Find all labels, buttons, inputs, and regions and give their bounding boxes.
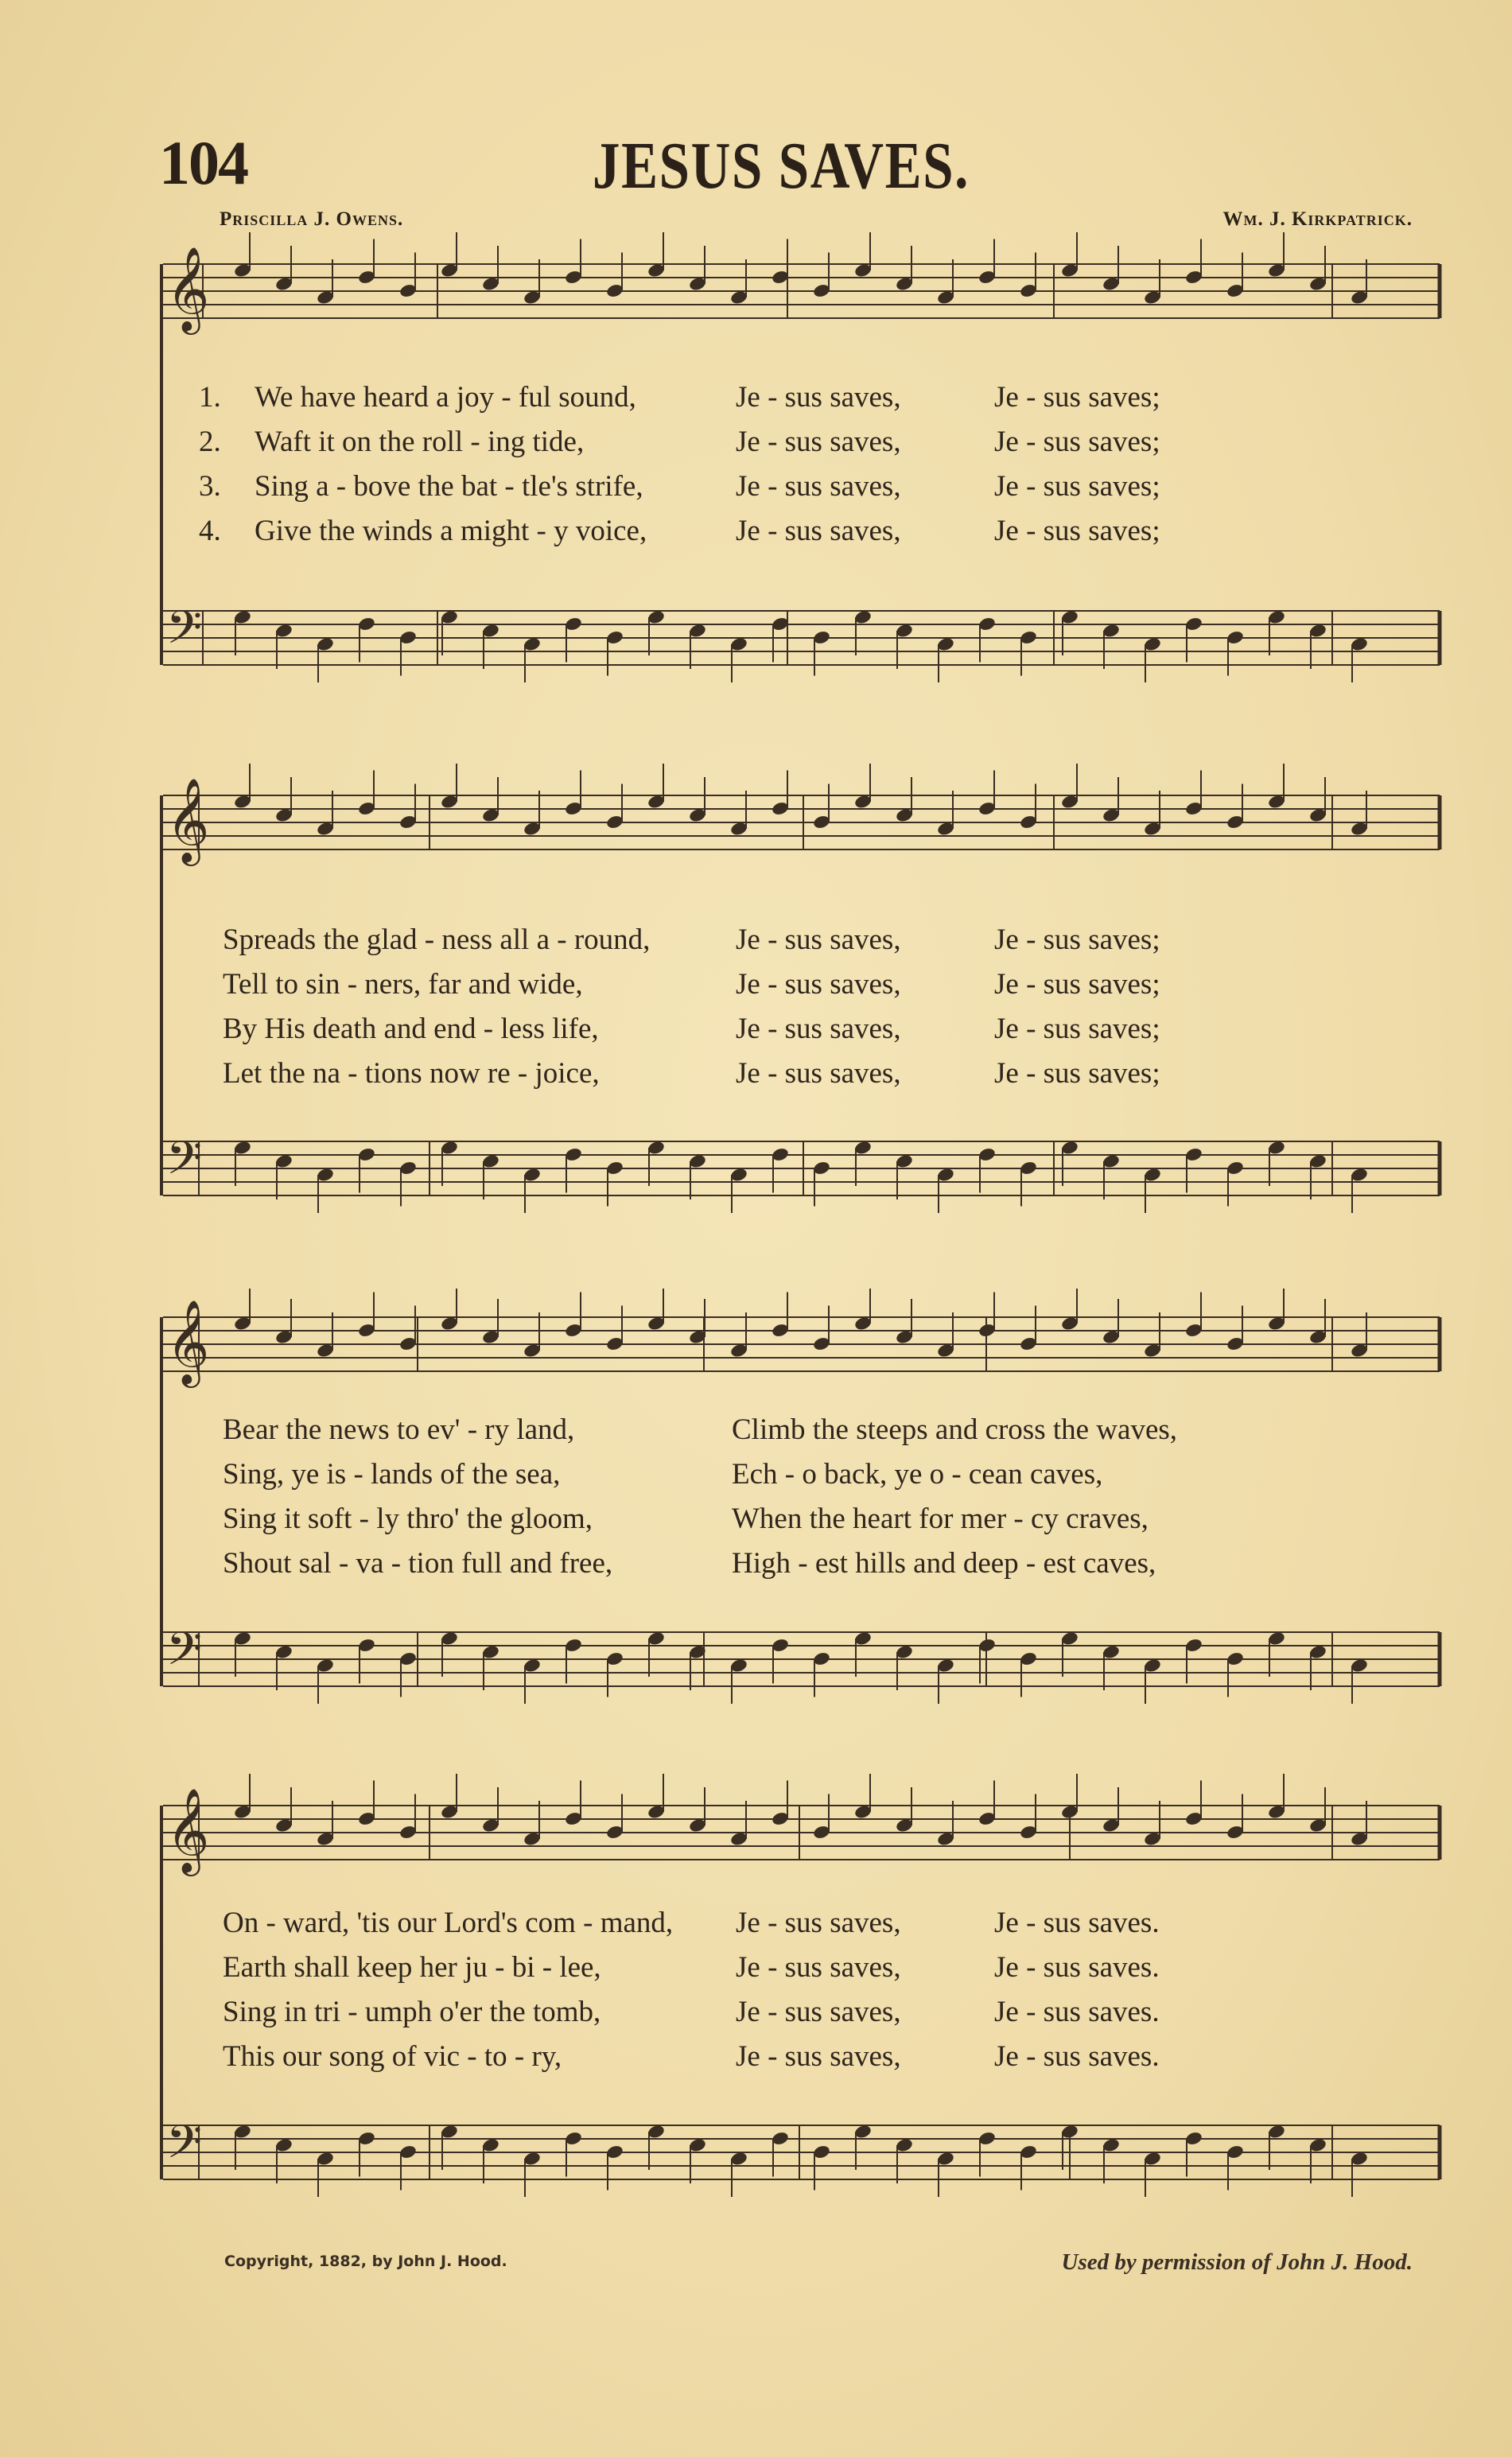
lyric-phrase: Bear the news to ev' - ry land, — [223, 1413, 575, 1446]
bass-staff-lines — [163, 609, 1440, 682]
lyric-phrase: We have heard a joy - ful sound, — [255, 381, 636, 414]
lyric-line — [155, 1457, 1444, 1497]
lyric-phrase: Je - sus saves; — [994, 515, 1160, 547]
music-system-3 — [155, 1289, 1444, 1742]
lyric-phrase: Shout sal - va - tion full and free, — [223, 1547, 613, 1580]
lyric-phrase: Je - sus saves, — [736, 1907, 901, 1939]
lyric-phrase: Je - sus saves, — [736, 923, 901, 956]
permission-notice: Used by permission of John J. Hood. — [1061, 2249, 1413, 2275]
lyric-line — [155, 514, 1444, 554]
lyric-phrase: Je - sus saves, — [736, 968, 901, 1001]
lyric-phrase: Je - sus saves, — [736, 1013, 901, 1045]
music-system-4 — [155, 1774, 1444, 2227]
lyric-phrase: Je - sus saves. — [994, 1996, 1160, 2028]
lyric-phrase: Je - sus saves; — [994, 381, 1160, 414]
lyric-phrase: Waft it on the roll - ing tide, — [255, 426, 585, 458]
page-number: 104 — [159, 128, 247, 197]
lyric-line — [155, 1906, 1444, 1946]
lyric-phrase: On - ward, 'tis our Lord's com - mand, — [223, 1907, 674, 1939]
lyric-phrase: Je - sus saves, — [736, 381, 901, 414]
lyric-line — [155, 2039, 1444, 2079]
bass-clef-icon: 𝄢 — [166, 1131, 203, 1196]
lyric-line — [155, 469, 1444, 509]
treble-clef-icon: 𝄞 — [166, 246, 210, 331]
treble-clef-icon: 𝄞 — [166, 777, 210, 862]
lyric-line — [155, 967, 1444, 1007]
lyric-phrase: Spreads the glad - ness all a - round, — [223, 923, 651, 956]
lyric-phrase: Je - sus saves, — [736, 1996, 901, 2028]
treble-staff-lines — [163, 232, 1440, 318]
lyric-phrase: Earth shall keep her ju - bi - lee, — [223, 1951, 601, 1984]
lyric-phrase: Let the na - tions now re - joice, — [223, 1057, 600, 1090]
bass-clef-icon: 𝄢 — [166, 601, 203, 666]
lyric-phrase: Je - sus saves, — [736, 2040, 901, 2073]
bass-staff-lines — [163, 1140, 1440, 1213]
verse-number: 1. — [199, 381, 221, 414]
lyric-phrase: Give the winds a might - y voice, — [255, 515, 647, 547]
verse-number: 3. — [199, 470, 221, 503]
lyric-phrase: Sing a - bove the bat - tle's strife, — [255, 470, 643, 503]
lyric-line — [155, 1056, 1444, 1096]
page-header — [159, 127, 1416, 203]
lyric-phrase: Je - sus saves; — [994, 1057, 1160, 1090]
lyric-phrase: High - est hills and deep - est caves, — [732, 1547, 1156, 1580]
lyric-phrase: Je - sus saves. — [994, 1907, 1160, 1939]
lyric-phrase: Je - sus saves, — [736, 515, 901, 547]
lyric-phrase: Je - sus saves, — [736, 1057, 901, 1090]
bass-staff-lines — [163, 2124, 1440, 2197]
lyric-line — [155, 1546, 1444, 1586]
verse-number: 4. — [199, 515, 221, 547]
lyric-phrase: Je - sus saves; — [994, 426, 1160, 458]
lyric-phrase: Je - sus saves, — [736, 1951, 901, 1984]
music-system-1 — [155, 231, 1444, 692]
lyric-phrase: Je - sus saves, — [736, 426, 901, 458]
treble-clef-icon: 𝄞 — [166, 1787, 210, 1872]
lyric-phrase: Je - sus saves, — [736, 470, 901, 503]
lyric-line — [155, 923, 1444, 962]
copyright-notice: Copyright, 1882, by John J. Hood. — [224, 2253, 507, 2270]
treble-staff-lines — [163, 1774, 1440, 1860]
lyric-line — [155, 1950, 1444, 1990]
lyric-line — [155, 1502, 1444, 1541]
verse-number: 2. — [199, 426, 221, 458]
treble-staff-lines — [163, 1289, 1440, 1371]
bass-clef-icon: 𝄢 — [166, 1622, 203, 1687]
bass-staff-lines — [163, 1631, 1440, 1704]
lyric-line — [155, 1413, 1444, 1452]
lyric-phrase: Ech - o back, ye o - cean caves, — [732, 1458, 1103, 1491]
lyric-phrase: Je - sus saves. — [994, 1951, 1160, 1984]
lyric-phrase: Je - sus saves; — [994, 968, 1160, 1001]
treble-staff-lines — [163, 764, 1440, 849]
lyric-phrase: By His death and end - less life, — [223, 1013, 599, 1045]
lyric-line — [155, 425, 1444, 465]
lyric-phrase: This our song of vic - to - ry, — [223, 2040, 562, 2073]
music-system-2 — [155, 764, 1444, 1233]
words-author: Priscilla J. Owens. — [220, 208, 404, 230]
lyric-line — [155, 380, 1444, 420]
lyric-phrase: Climb the steeps and cross the waves, — [732, 1413, 1178, 1446]
lyric-phrase: Sing in tri - umph o'er the tomb, — [223, 1996, 601, 2028]
lyric-line — [155, 1995, 1444, 2035]
music-composer: Wm. J. Kirkpatrick. — [1222, 208, 1413, 230]
treble-clef-icon: 𝄞 — [166, 1299, 210, 1384]
lyric-phrase: Sing it soft - ly thro' the gloom, — [223, 1503, 593, 1535]
hymn-title: JESUS SAVES. — [593, 129, 970, 203]
lyric-phrase: When the heart for mer - cy craves, — [732, 1503, 1149, 1535]
lyric-phrase: Je - sus saves; — [994, 470, 1160, 503]
bass-clef-icon: 𝄢 — [166, 2115, 203, 2180]
lyric-phrase: Je - sus saves. — [994, 2040, 1160, 2073]
lyric-line — [155, 1012, 1444, 1052]
lyric-phrase: Je - sus saves; — [994, 923, 1160, 956]
lyric-phrase: Tell to sin - ners, far and wide, — [223, 968, 583, 1001]
lyric-phrase: Sing, ye is - lands of the sea, — [223, 1458, 561, 1491]
lyric-phrase: Je - sus saves; — [994, 1013, 1160, 1045]
